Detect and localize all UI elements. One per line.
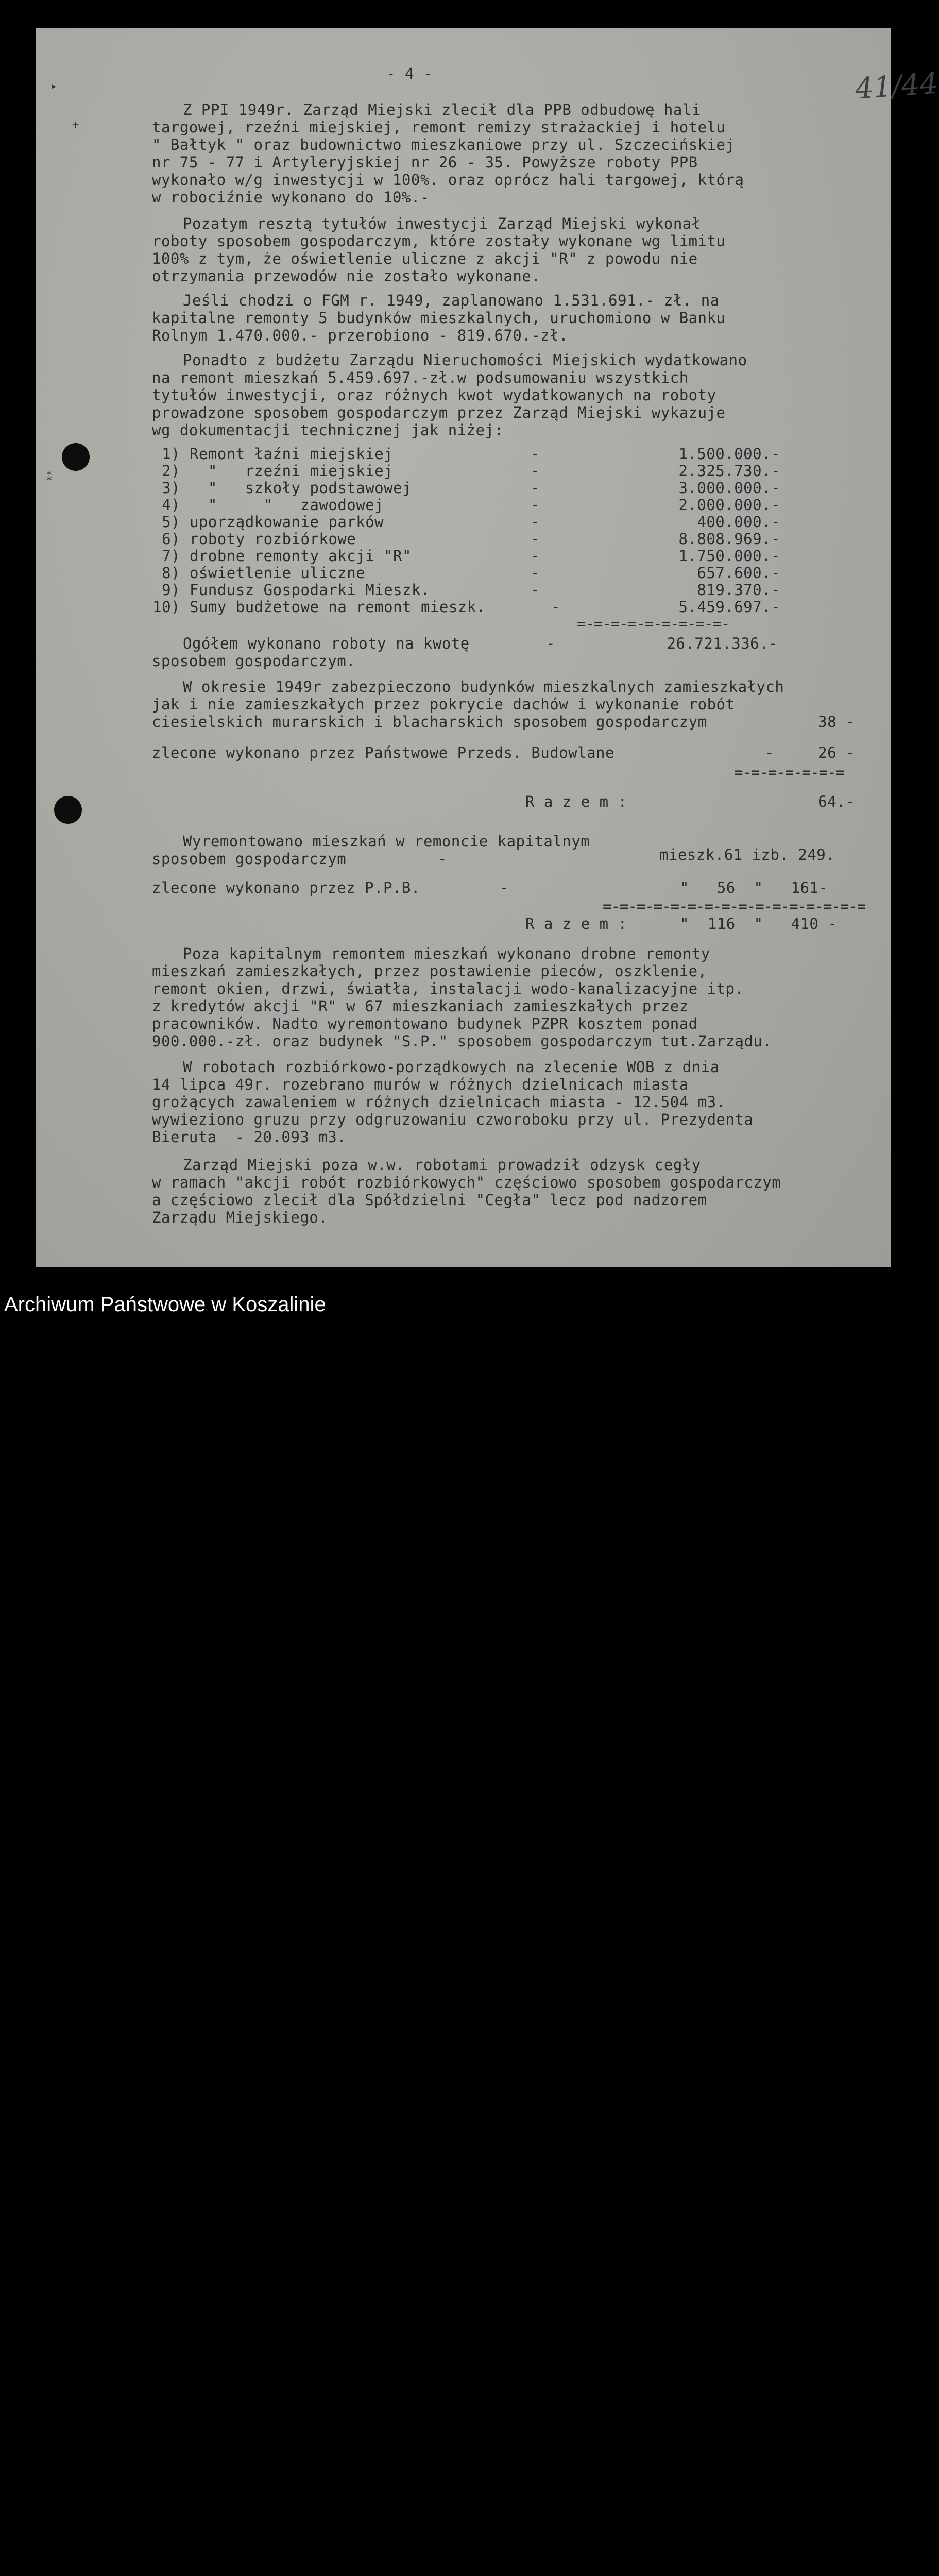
text-line: targowej, rzeźni miejskiej, remont remizy strażackiej i hotelu	[152, 118, 726, 136]
ppb-values: " 56 " 161-	[680, 879, 828, 896]
item-dash: -	[531, 530, 540, 548]
renov-dash: -	[438, 850, 447, 868]
archive-footer	[0, 1283, 930, 1329]
list-item	[139, 463, 393, 480]
text-line: Bieruta - 20.093 m3.	[152, 1128, 347, 1146]
text-line: ciesielskich murarskich i blacharskich sposobem gospodarczym	[152, 713, 707, 731]
list-item	[139, 582, 430, 599]
text-line: Zarządu Miejskiego.	[152, 1209, 328, 1226]
text-line: 100% z tym, że oświetlenie uliczne z akcji "R" z powodu nie	[152, 250, 698, 267]
item-amount: 1.500.000.-	[678, 445, 780, 463]
total-label-cont: sposobem gospodarczym.	[152, 652, 356, 670]
item-number: 4)	[162, 496, 180, 514]
renov-label: Wyremontowano mieszkań w remoncie kapitalnym	[183, 833, 590, 850]
razem-label: R a z e m :	[525, 915, 627, 933]
list-item	[139, 565, 365, 582]
item-dash: -	[531, 479, 540, 497]
item-dash: -	[531, 462, 540, 480]
item-dash: -	[551, 598, 560, 616]
item-dash: -	[531, 513, 540, 531]
item-amount: 1.750.000.-	[678, 547, 780, 565]
text-line: roboty sposobem gospodarczym, które zostały wykonane wg limitu	[152, 232, 726, 250]
list-item	[139, 599, 486, 616]
text-line: " Bałtyk " oraz budownictwo mieszkaniowe przy ul. Szczecińskiej	[152, 136, 735, 154]
text-line: Pozatym resztą tytułów inwestycji Zarząd Miejski wykonał	[183, 215, 701, 232]
item-label: Sumy budżetowe na remont mieszk.	[189, 598, 486, 616]
item-amount: 3.000.000.-	[678, 479, 780, 497]
item-number: 9)	[162, 581, 180, 599]
text-line: w ramach "akcji robót rozbiórkowych" częściowo sposobem gospodarczym	[152, 1174, 781, 1191]
text-line: W okresie 1949r zabezpieczono budynków mieszkalnych zamieszkałych	[183, 678, 784, 696]
item-amount: 657.600.-	[697, 564, 780, 582]
item-number: 10)	[152, 598, 180, 616]
item-label: " rzeźni miejskiej	[189, 462, 394, 480]
total-dash: -	[546, 635, 555, 652]
text-line: remont okien, drzwi, światła, instalacji wodo-kanalizacyjne itp.	[152, 980, 744, 997]
item-amount: 5.459.697.-	[678, 598, 780, 616]
item-label: roboty rozbiórkowe	[189, 530, 356, 548]
list-item	[139, 480, 412, 497]
item-label: oświetlenie uliczne	[189, 564, 366, 582]
item-amount: 2.000.000.-	[678, 496, 780, 514]
item-number: 1)	[162, 445, 180, 463]
list-item	[139, 446, 393, 463]
ppb-label: zlecone wykonano przez P.P.B.	[152, 879, 420, 896]
text-line: mieszkań zamieszkałych, przez postawienie pieców, oszklenie,	[152, 962, 707, 980]
item-amount: 400.000.-	[697, 513, 780, 531]
contracted-count: 26 -	[818, 744, 855, 761]
item-number: 5)	[162, 513, 180, 531]
margin-mark: +	[72, 118, 79, 131]
item-label: drobne remonty akcji "R"	[189, 547, 412, 565]
text-line: Rolnym 1.470.000.- przerobiono - 819.670.-zł.	[152, 327, 569, 344]
text-line: W robotach rozbiórkowo-porządkowych na zlecenie WOB z dnia	[183, 1058, 720, 1076]
razem-values: " 116 " 410 -	[680, 915, 838, 933]
text-line: 14 lipca 49r. rozebrano murów w różnych dzielnicach miasta	[152, 1076, 689, 1093]
text-line: Zarząd Miejski poza w.w. robotami prowadził odzysk cegły	[183, 1156, 701, 1174]
typed-text	[36, 28, 891, 1267]
item-label: uporządkowanie parków	[189, 513, 384, 531]
text-line: z kredytów akcji "R" w 67 mieszkaniach zamieszkałych przez	[152, 997, 689, 1015]
text-line: pracowników. Nadto wyremontowano budynek PZPR kosztem ponad	[152, 1015, 698, 1032]
item-label: " szkoły podstawowej	[189, 479, 412, 497]
text-line: Ponadto z budżetu Zarządu Nieruchomości Miejskich wydatkowano	[183, 351, 747, 369]
margin-mark: ⁑	[46, 471, 52, 484]
razem-label: R a z e m :	[525, 793, 627, 810]
text-line: grożących zawaleniem w różnych dzielnicach miasta - 12.504 m3.	[152, 1093, 726, 1111]
rule-short: =-=-=-=-=-=-=	[734, 764, 844, 781]
scan-area	[0, 0, 939, 1283]
archive-name: Archiwum Państwowe w Koszalinie	[4, 1293, 326, 1316]
total-rule: =-=-=-=-=-=-=-=-=-	[577, 615, 730, 633]
text-line: prowadzone sposobem gospodarczym przez Zarząd Miejski wykazuje	[152, 404, 726, 421]
item-label: Remont łaźni miejskiej	[189, 445, 394, 463]
text-line: otrzymania przewodów nie zostało wykonane.	[152, 267, 541, 285]
text-line: Z PPI 1949r. Zarząd Miejski zlecił dla PPB odbudowę hali	[183, 101, 701, 118]
text-line: w robociźnie wykonano do 10%.-	[152, 189, 430, 206]
ppb-dash: -	[500, 879, 509, 896]
text-line: wywieziono gruzu przy odgruzowaniu czworoboku przy ul. Prezydenta	[152, 1111, 754, 1128]
text-line: Poza kapitalnym remontem mieszkań wykonano drobne remonty	[183, 945, 710, 962]
document-page	[36, 28, 939, 1267]
item-number: 2)	[162, 462, 180, 480]
renov-label-cont: sposobem gospodarczym	[152, 850, 347, 868]
item-dash: -	[531, 581, 540, 599]
razem-value: 64.-	[818, 793, 855, 810]
margin-mark: ▸	[50, 80, 58, 93]
item-dash: -	[531, 547, 540, 565]
text-line: na remont mieszkań 5.459.697.-zł.w podsumowaniu wszystkich	[152, 369, 689, 386]
list-item	[139, 531, 356, 548]
buildings-own-count: 38 -	[818, 713, 855, 731]
text-line: 900.000.-zł. oraz budynek "S.P." sposobem gospodarczym tut.Zarządu.	[152, 1032, 772, 1050]
renov-own-values: mieszk.61 izb. 249.	[659, 846, 835, 863]
item-dash: -	[531, 445, 540, 463]
item-number: 6)	[162, 530, 180, 548]
text-line: wg dokumentacji technicznej jak niżej:	[152, 421, 504, 439]
total-amount: 26.721.336.-	[667, 635, 778, 652]
item-number: 8)	[162, 564, 180, 582]
list-item	[139, 497, 384, 514]
item-number: 7)	[162, 547, 180, 565]
item-amount: 819.370.-	[697, 581, 780, 599]
text-line: tytułów inwestycji, oraz różnych kwot wydatkowanych na roboty	[152, 386, 716, 404]
paragraph-1	[36, 96, 891, 232]
text-line: wykonało w/g inwestycji w 100%. oraz oprócz hali targowej, którą	[152, 171, 744, 189]
handwritten-annotation: 41/44	[853, 66, 939, 106]
item-number: 3)	[162, 479, 180, 497]
item-dash: -	[531, 564, 540, 582]
list-item	[139, 548, 412, 565]
text-line: kapitalne remonty 5 budynków mieszkalnych, uruchomiono w Banku	[152, 309, 726, 327]
text-line: nr 75 - 77 i Artyleryjskiej nr 26 - 35. Powyższe roboty PPB	[152, 154, 698, 171]
item-label: " " zawodowej	[189, 496, 384, 514]
text-line: jak i nie zamieszkałych przez pokrycie dachów i wykonanie robót	[152, 696, 735, 713]
rule-long: =-=-=-=-=-=-=-=-=-=-=-=-=-=-=-=	[603, 897, 866, 915]
contracted-dash: -	[765, 744, 774, 761]
text-line: a częściowo zlecił dla Spółdzielni "Cegła" lecz pod nadzorem	[152, 1191, 707, 1209]
total-label: Ogółem wykonano roboty na kwotę	[183, 635, 470, 652]
list-item	[139, 514, 384, 531]
item-dash: -	[531, 496, 540, 514]
contracted-label: zlecone wykonano przez Państwowe Przeds. Budowlane	[152, 744, 614, 761]
item-label: Fundusz Gospodarki Mieszk.	[189, 581, 430, 599]
item-amount: 2.325.730.-	[678, 462, 780, 480]
text-line: Jeśli chodzi o FGM r. 1949, zaplanowano 1.531.691.- zł. na	[183, 292, 720, 309]
item-amount: 8.808.969.-	[678, 530, 780, 548]
page-number: - 4 -	[386, 65, 433, 82]
